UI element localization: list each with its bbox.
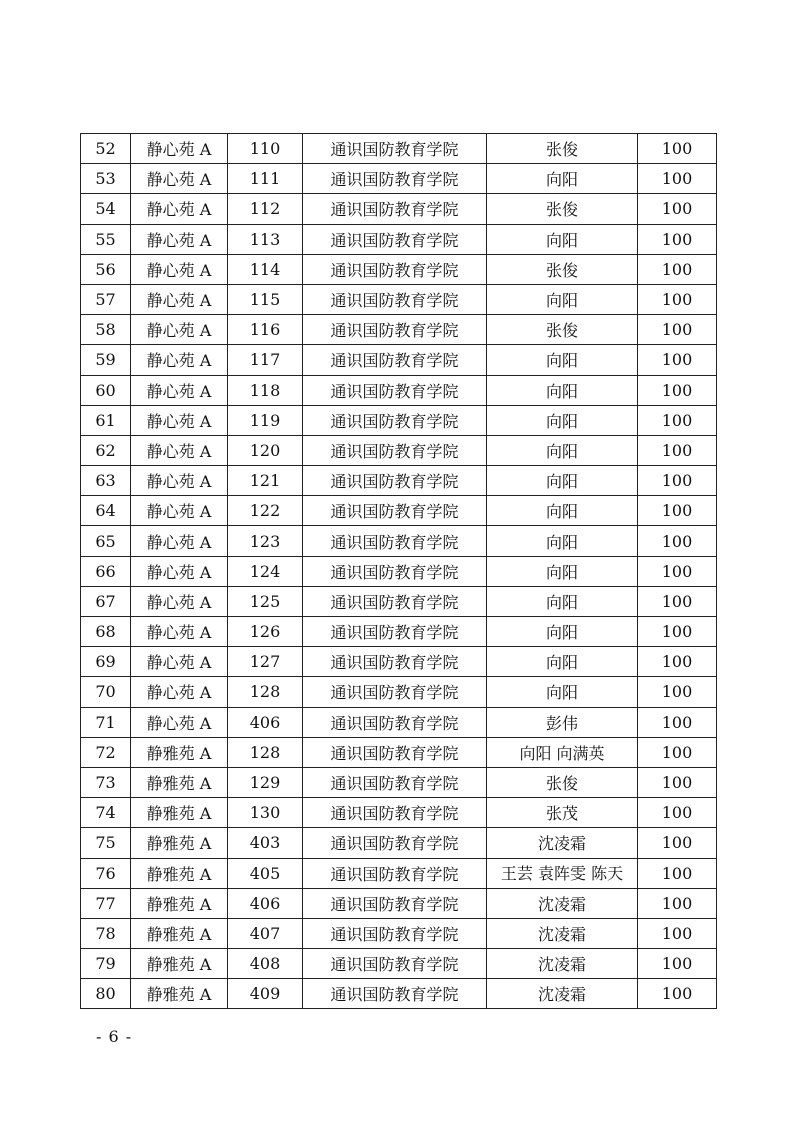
row-number-cell: 60 xyxy=(81,375,131,405)
row-number-cell: 57 xyxy=(81,284,131,314)
staff-name-cell: 沈凌霜 xyxy=(487,828,638,858)
college-cell: 通识国防教育学院 xyxy=(303,707,487,737)
row-number-cell: 69 xyxy=(81,647,131,677)
table-row xyxy=(81,345,717,375)
staff-name-cell: 沈凌霜 xyxy=(487,949,638,979)
college-cell: 通识国防教育学院 xyxy=(303,858,487,888)
staff-name-cell: 张茂 xyxy=(487,798,638,828)
college-cell: 通识国防教育学院 xyxy=(303,284,487,314)
building-cell: 静雅苑 A xyxy=(131,767,228,797)
score-cell: 100 xyxy=(638,194,717,224)
building-cell: 静心苑 A xyxy=(131,194,228,224)
score-cell: 100 xyxy=(638,617,717,647)
table-row xyxy=(81,194,717,224)
building-cell: 静心苑 A xyxy=(131,677,228,707)
staff-name-cell: 向阳 xyxy=(487,496,638,526)
table-row xyxy=(81,405,717,435)
college-cell: 通识国防教育学院 xyxy=(303,496,487,526)
room-cell: 127 xyxy=(228,647,303,677)
row-number-cell: 58 xyxy=(81,315,131,345)
score-cell: 100 xyxy=(638,767,717,797)
room-cell: 406 xyxy=(228,888,303,918)
staff-name-cell: 向阳 xyxy=(487,345,638,375)
score-cell: 100 xyxy=(638,134,717,164)
college-cell: 通识国防教育学院 xyxy=(303,254,487,284)
college-cell: 通识国防教育学院 xyxy=(303,526,487,556)
building-cell: 静雅苑 A xyxy=(131,737,228,767)
building-cell: 静雅苑 A xyxy=(131,858,228,888)
building-cell: 静心苑 A xyxy=(131,224,228,254)
staff-name-cell: 彭伟 xyxy=(487,707,638,737)
row-number-cell: 71 xyxy=(81,707,131,737)
score-cell: 100 xyxy=(638,345,717,375)
row-number-cell: 62 xyxy=(81,435,131,465)
table-row xyxy=(81,677,717,707)
row-number-cell: 64 xyxy=(81,496,131,526)
building-cell: 静心苑 A xyxy=(131,647,228,677)
score-cell: 100 xyxy=(638,707,717,737)
room-cell: 408 xyxy=(228,949,303,979)
score-cell: 100 xyxy=(638,466,717,496)
college-cell: 通识国防教育学院 xyxy=(303,194,487,224)
table-row xyxy=(81,315,717,345)
room-cell: 130 xyxy=(228,798,303,828)
room-cell: 112 xyxy=(228,194,303,224)
room-cell: 124 xyxy=(228,556,303,586)
college-cell: 通识国防教育学院 xyxy=(303,345,487,375)
score-cell: 100 xyxy=(638,979,717,1009)
building-cell: 静雅苑 A xyxy=(131,979,228,1009)
score-cell: 100 xyxy=(638,526,717,556)
room-cell: 123 xyxy=(228,526,303,556)
table-row xyxy=(81,617,717,647)
college-cell: 通识国防教育学院 xyxy=(303,134,487,164)
row-number-cell: 66 xyxy=(81,556,131,586)
score-cell: 100 xyxy=(638,224,717,254)
building-cell: 静心苑 A xyxy=(131,134,228,164)
row-number-cell: 72 xyxy=(81,737,131,767)
college-cell: 通识国防教育学院 xyxy=(303,767,487,797)
college-cell: 通识国防教育学院 xyxy=(303,918,487,948)
row-number-cell: 67 xyxy=(81,586,131,616)
building-cell: 静心苑 A xyxy=(131,496,228,526)
staff-name-cell: 向阳 xyxy=(487,526,638,556)
building-cell: 静雅苑 A xyxy=(131,949,228,979)
room-cell: 407 xyxy=(228,918,303,948)
college-cell: 通识国防教育学院 xyxy=(303,677,487,707)
table-row xyxy=(81,979,717,1009)
table-row xyxy=(81,828,717,858)
score-cell: 100 xyxy=(638,496,717,526)
room-cell: 406 xyxy=(228,707,303,737)
score-cell: 100 xyxy=(638,405,717,435)
college-cell: 通识国防教育学院 xyxy=(303,888,487,918)
staff-name-cell: 向阳 xyxy=(487,435,638,465)
staff-name-cell: 向阳 向满英 xyxy=(487,737,638,767)
table-row xyxy=(81,164,717,194)
score-cell: 100 xyxy=(638,556,717,586)
table-row xyxy=(81,888,717,918)
building-cell: 静心苑 A xyxy=(131,556,228,586)
college-cell: 通识国防教育学院 xyxy=(303,466,487,496)
row-number-cell: 73 xyxy=(81,767,131,797)
staff-name-cell: 向阳 xyxy=(487,556,638,586)
row-number-cell: 80 xyxy=(81,979,131,1009)
staff-name-cell: 向阳 xyxy=(487,586,638,616)
building-cell: 静心苑 A xyxy=(131,345,228,375)
college-cell: 通识国防教育学院 xyxy=(303,435,487,465)
data-table xyxy=(80,133,717,1009)
row-number-cell: 70 xyxy=(81,677,131,707)
table-row xyxy=(81,375,717,405)
score-cell: 100 xyxy=(638,888,717,918)
score-cell: 100 xyxy=(638,798,717,828)
room-cell: 113 xyxy=(228,224,303,254)
table-row xyxy=(81,496,717,526)
staff-name-cell: 向阳 xyxy=(487,405,638,435)
row-number-cell: 65 xyxy=(81,526,131,556)
page-number: - 6 - xyxy=(96,1027,133,1046)
room-cell: 121 xyxy=(228,466,303,496)
score-cell: 100 xyxy=(638,828,717,858)
staff-name-cell: 张俊 xyxy=(487,194,638,224)
score-cell: 100 xyxy=(638,858,717,888)
room-cell: 114 xyxy=(228,254,303,284)
building-cell: 静心苑 A xyxy=(131,707,228,737)
table-row xyxy=(81,134,717,164)
staff-name-cell: 向阳 xyxy=(487,224,638,254)
building-cell: 静心苑 A xyxy=(131,405,228,435)
staff-name-cell: 向阳 xyxy=(487,375,638,405)
building-cell: 静心苑 A xyxy=(131,466,228,496)
score-cell: 100 xyxy=(638,284,717,314)
table-row xyxy=(81,767,717,797)
staff-name-cell: 沈凌霜 xyxy=(487,979,638,1009)
staff-name-cell: 向阳 xyxy=(487,617,638,647)
college-cell: 通识国防教育学院 xyxy=(303,737,487,767)
score-cell: 100 xyxy=(638,677,717,707)
score-cell: 100 xyxy=(638,375,717,405)
table-row xyxy=(81,918,717,948)
room-cell: 116 xyxy=(228,315,303,345)
college-cell: 通识国防教育学院 xyxy=(303,979,487,1009)
college-cell: 通识国防教育学院 xyxy=(303,617,487,647)
room-cell: 117 xyxy=(228,345,303,375)
building-cell: 静心苑 A xyxy=(131,315,228,345)
table-row xyxy=(81,526,717,556)
table-row xyxy=(81,586,717,616)
room-cell: 110 xyxy=(228,134,303,164)
row-number-cell: 75 xyxy=(81,828,131,858)
building-cell: 静雅苑 A xyxy=(131,798,228,828)
room-cell: 128 xyxy=(228,677,303,707)
score-cell: 100 xyxy=(638,315,717,345)
table-row xyxy=(81,556,717,586)
table-row xyxy=(81,224,717,254)
staff-name-cell: 向阳 xyxy=(487,466,638,496)
room-cell: 405 xyxy=(228,858,303,888)
row-number-cell: 61 xyxy=(81,405,131,435)
table-body xyxy=(81,134,717,1009)
row-number-cell: 78 xyxy=(81,918,131,948)
staff-name-cell: 张俊 xyxy=(487,254,638,284)
college-cell: 通识国防教育学院 xyxy=(303,405,487,435)
staff-name-cell: 向阳 xyxy=(487,647,638,677)
row-number-cell: 77 xyxy=(81,888,131,918)
staff-name-cell: 王芸 袁阵雯 陈天 xyxy=(487,858,638,888)
building-cell: 静心苑 A xyxy=(131,254,228,284)
staff-name-cell: 张俊 xyxy=(487,315,638,345)
table-row xyxy=(81,737,717,767)
college-cell: 通识国防教育学院 xyxy=(303,647,487,677)
row-number-cell: 56 xyxy=(81,254,131,284)
college-cell: 通识国防教育学院 xyxy=(303,224,487,254)
room-cell: 119 xyxy=(228,405,303,435)
room-cell: 118 xyxy=(228,375,303,405)
row-number-cell: 53 xyxy=(81,164,131,194)
table-row xyxy=(81,435,717,465)
score-cell: 100 xyxy=(638,918,717,948)
building-cell: 静心苑 A xyxy=(131,375,228,405)
room-cell: 125 xyxy=(228,586,303,616)
row-number-cell: 52 xyxy=(81,134,131,164)
college-cell: 通识国防教育学院 xyxy=(303,556,487,586)
row-number-cell: 63 xyxy=(81,466,131,496)
building-cell: 静雅苑 A xyxy=(131,918,228,948)
table-row xyxy=(81,707,717,737)
score-cell: 100 xyxy=(638,647,717,677)
row-number-cell: 76 xyxy=(81,858,131,888)
row-number-cell: 54 xyxy=(81,194,131,224)
room-cell: 120 xyxy=(228,435,303,465)
score-cell: 100 xyxy=(638,164,717,194)
college-cell: 通识国防教育学院 xyxy=(303,375,487,405)
score-cell: 100 xyxy=(638,586,717,616)
building-cell: 静心苑 A xyxy=(131,435,228,465)
college-cell: 通识国防教育学院 xyxy=(303,586,487,616)
row-number-cell: 55 xyxy=(81,224,131,254)
building-cell: 静心苑 A xyxy=(131,526,228,556)
score-cell: 100 xyxy=(638,254,717,284)
staff-name-cell: 沈凌霜 xyxy=(487,888,638,918)
room-cell: 111 xyxy=(228,164,303,194)
staff-name-cell: 向阳 xyxy=(487,164,638,194)
room-cell: 403 xyxy=(228,828,303,858)
room-cell: 115 xyxy=(228,284,303,314)
building-cell: 静心苑 A xyxy=(131,617,228,647)
table-row xyxy=(81,949,717,979)
row-number-cell: 68 xyxy=(81,617,131,647)
room-cell: 122 xyxy=(228,496,303,526)
table-row xyxy=(81,858,717,888)
staff-name-cell: 张俊 xyxy=(487,134,638,164)
table-row xyxy=(81,254,717,284)
table-row xyxy=(81,284,717,314)
row-number-cell: 59 xyxy=(81,345,131,375)
staff-name-cell: 沈凌霜 xyxy=(487,918,638,948)
room-cell: 409 xyxy=(228,979,303,1009)
college-cell: 通识国防教育学院 xyxy=(303,949,487,979)
row-number-cell: 79 xyxy=(81,949,131,979)
room-cell: 128 xyxy=(228,737,303,767)
room-cell: 126 xyxy=(228,617,303,647)
table-row xyxy=(81,798,717,828)
building-cell: 静雅苑 A xyxy=(131,828,228,858)
score-cell: 100 xyxy=(638,435,717,465)
table-row xyxy=(81,466,717,496)
building-cell: 静雅苑 A xyxy=(131,888,228,918)
table-row xyxy=(81,647,717,677)
building-cell: 静心苑 A xyxy=(131,586,228,616)
college-cell: 通识国防教育学院 xyxy=(303,164,487,194)
staff-name-cell: 张俊 xyxy=(487,767,638,797)
score-cell: 100 xyxy=(638,737,717,767)
row-number-cell: 74 xyxy=(81,798,131,828)
staff-name-cell: 向阳 xyxy=(487,677,638,707)
college-cell: 通识国防教育学院 xyxy=(303,315,487,345)
building-cell: 静心苑 A xyxy=(131,164,228,194)
score-cell: 100 xyxy=(638,949,717,979)
college-cell: 通识国防教育学院 xyxy=(303,798,487,828)
college-cell: 通识国防教育学院 xyxy=(303,828,487,858)
building-cell: 静心苑 A xyxy=(131,284,228,314)
room-cell: 129 xyxy=(228,767,303,797)
staff-name-cell: 向阳 xyxy=(487,284,638,314)
